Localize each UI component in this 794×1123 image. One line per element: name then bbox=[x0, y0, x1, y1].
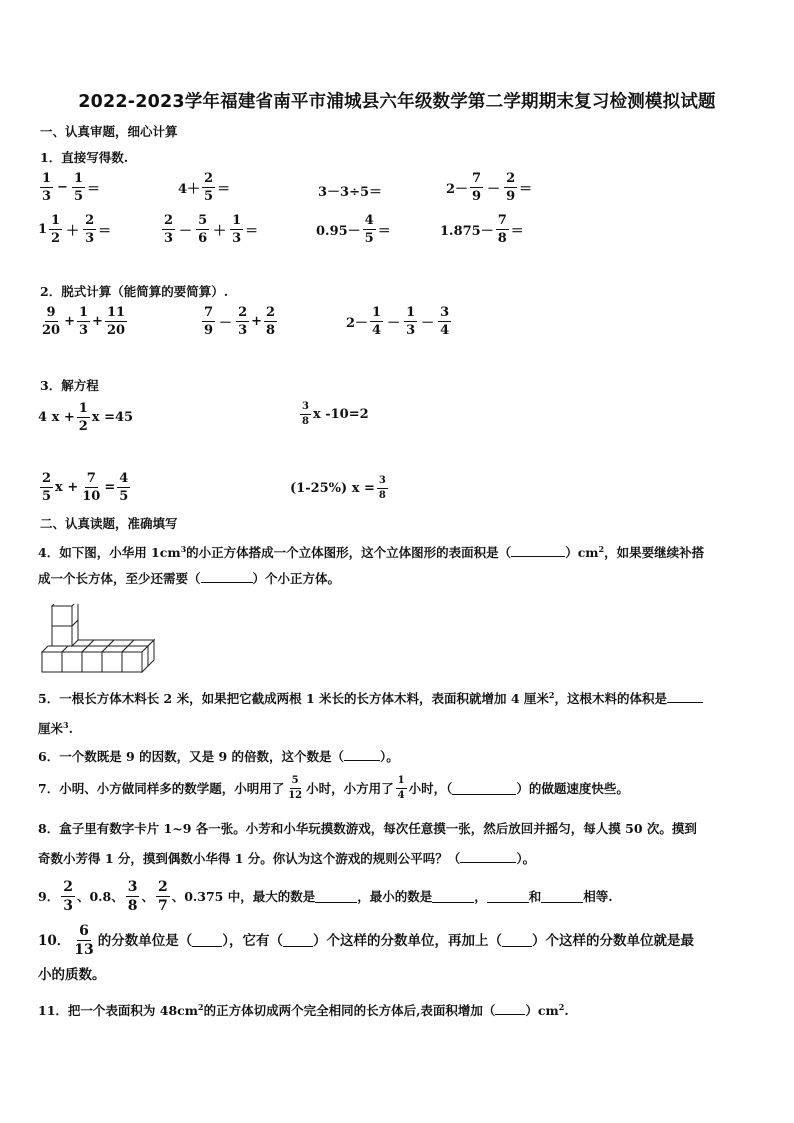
cube-face bbox=[52, 626, 72, 646]
q8-line-2: 奇数小芳得 1 分，摸到偶数小华得 1 分。你认为这个游戏的规则公平吗？（ ）。 bbox=[38, 851, 536, 866]
answer-blank[interactable] bbox=[315, 890, 357, 903]
q1-r1c4: 2－ $\frac{7}{9}$ － $\frac{2}{9}$ ＝ bbox=[446, 171, 533, 204]
fraction: $\frac{1}{3}$ bbox=[232, 213, 242, 246]
fraction: $\frac{3}{8}$ bbox=[302, 401, 309, 427]
q4-line-1: 4．如下图，小华用 $1cm^3$的小正方体搭成一个立体图形，这个立体图形的表面积是（ ）$cm^2$，如果要继续补搭 bbox=[38, 544, 705, 561]
answer-blank[interactable] bbox=[502, 934, 532, 947]
fraction: $\frac{1}{5}$ bbox=[73, 171, 83, 204]
cube-face bbox=[102, 652, 122, 672]
fraction: $\frac{2}{5}$ bbox=[204, 171, 214, 204]
fraction: $\frac{3}{8}$ bbox=[378, 475, 386, 501]
section-2-heading: 二、认真读题，准确填写 bbox=[40, 516, 178, 531]
q2-label: 2．脱式计算（能简算的要简算）. bbox=[40, 284, 229, 299]
q3-e3: $\frac{2}{5}$ x + $\frac{7}{10}$ = $\frac{4}{5}$ bbox=[42, 471, 129, 504]
fraction: $\frac{2}{3}$ bbox=[63, 879, 73, 914]
fraction: $\frac{4}{5}$ bbox=[364, 213, 374, 246]
fraction: $\frac{7}{10}$ bbox=[82, 471, 101, 504]
cube-face bbox=[122, 652, 142, 672]
fraction: $\frac{2}{3}$ bbox=[85, 213, 95, 246]
fraction: $\frac{1}{3}$ bbox=[406, 305, 416, 338]
q3-e1: 4 x + $\frac{1}{2}$ x =45 bbox=[38, 401, 134, 434]
q1-r2c3: 0.95－ $\frac{4}{5}$ ＝ bbox=[316, 213, 391, 246]
answer-blank[interactable] bbox=[432, 890, 474, 903]
q2-e3: 2－ $\frac{1}{4}$ － $\frac{1}{3}$ － $\frac{3}{4}$ bbox=[346, 305, 450, 338]
q5-line-1: 5．一根长方体木料长 2 米，如果把它截成两根 1 米长的长方体木料，表面积就增加 4 厘米$^2$，这根木料的体积是 bbox=[38, 684, 703, 710]
answer-blank[interactable] bbox=[460, 850, 516, 863]
cube-face bbox=[82, 652, 102, 672]
answer-blank[interactable] bbox=[511, 544, 565, 557]
fraction: $\frac{1}{3}$ bbox=[42, 171, 52, 204]
fraction: $\frac{6}{13}$ bbox=[74, 923, 94, 958]
q8-line-1: 8．盒子里有数字卡片 1~9 各一张。小芳和小华玩摸数游戏，每次任意摸一张，然后放回并摇匀，每人摸 50 次。摸到 bbox=[38, 821, 697, 836]
q3-e4: (1-25%) x = $\frac{3}{8}$ bbox=[290, 475, 386, 501]
answer-blank[interactable] bbox=[192, 934, 222, 947]
fraction: $\frac{7}{8}$ bbox=[497, 213, 507, 246]
answer-blank[interactable] bbox=[495, 1002, 525, 1015]
fraction: $\frac{2}{9}$ bbox=[506, 171, 516, 204]
q1-r2c1: 1 $\frac{1}{2}$ ＋ $\frac{2}{3}$ ＝ bbox=[38, 213, 112, 246]
fraction: $\frac{1}{4}$ bbox=[397, 775, 405, 801]
cube-face bbox=[52, 606, 72, 626]
answer-blank[interactable] bbox=[487, 890, 529, 903]
q1-r1c1: $\frac{1}{3}$ − $\frac{1}{5}$ ＝ bbox=[42, 171, 101, 204]
answer-blank[interactable] bbox=[344, 748, 380, 761]
cube-figure bbox=[40, 604, 160, 674]
q7: 7．小明、小方做同样多的数学题，小明用了 $\frac{5}{12}$ 小时，小方用了 $\frac{1}{4}$ 小时，（ ）的做题速度快些。 bbox=[38, 775, 629, 801]
fraction: $\frac{4}{5}$ bbox=[119, 471, 129, 504]
answer-blank[interactable] bbox=[201, 570, 253, 583]
answer-blank[interactable] bbox=[283, 934, 313, 947]
fraction: $\frac{1}{3}$ bbox=[79, 305, 89, 338]
cube-face bbox=[62, 652, 82, 672]
answer-blank[interactable] bbox=[452, 782, 516, 795]
fraction: $\frac{1}{2}$ bbox=[51, 213, 61, 246]
q3-e2: $\frac{3}{8}$ x -10=2 bbox=[302, 401, 369, 427]
q1-label: 1．直接写得数. bbox=[40, 150, 129, 165]
page-title: 2022-2023学年福建省南平市浦城县六年级数学第二学期期末复习检测模拟试题 bbox=[78, 92, 716, 112]
q2-e2: $\frac{7}{9}$ － $\frac{2}{3}$ + $\frac{2}{8}$ bbox=[204, 305, 276, 338]
fraction: $\frac{1}{2}$ bbox=[78, 401, 88, 434]
fraction: $\frac{2}{3}$ bbox=[164, 213, 174, 246]
q1-r2c4: 1.875－ $\frac{7}{8}$ ＝ bbox=[440, 213, 524, 246]
section-1-heading: 一、认真审题，细心计算 bbox=[40, 124, 178, 139]
q9: 9． $\frac{2}{3}$ 、0.8、 $\frac{3}{8}$ 、 $\frac{2}{7}$ 、0.375 中，最大的数是 ，最小的数是 ， 和 相等. bbox=[38, 879, 613, 914]
cube-face bbox=[42, 652, 62, 672]
answer-blank[interactable] bbox=[541, 890, 583, 903]
q10-line-1: 10． $\frac{6}{13}$ 的分数单位是（ ），它有（ ）个这样的分数单位，再加上（ ）个这样的分数单位就是最 bbox=[38, 923, 695, 958]
q4-line-2: 成一个长方体，至少还需要（ ）个小正方体。 bbox=[38, 571, 341, 586]
fraction: $\frac{2}{8}$ bbox=[266, 305, 276, 338]
q2-e1: $\frac{9}{20}$ + $\frac{1}{3}$ + $\frac{11}{20}$ bbox=[42, 305, 126, 338]
fraction: $\frac{7}{9}$ bbox=[204, 305, 214, 338]
q10-line-2: 小的质数。 bbox=[38, 967, 106, 983]
q5-line-2: 厘米$^3$. bbox=[38, 720, 73, 737]
q1-r1c2: 4＋ $\frac{2}{5}$ ＝ bbox=[178, 171, 231, 204]
fraction: $\frac{5}{6}$ bbox=[198, 213, 208, 246]
fraction: $\frac{9}{20}$ bbox=[42, 305, 61, 338]
q6: 6．一个数既是 9 的因数，又是 9 的倍数，这个数是（ ）。 bbox=[38, 749, 399, 764]
fraction: $\frac{3}{8}$ bbox=[127, 879, 138, 914]
q11: 11．把一个表面积为 $48cm^2$的正方体切成两个完全相同的长方体后,表面积增加（ ）$cm^2$. bbox=[38, 1002, 569, 1019]
fraction: $\frac{5}{12}$ bbox=[288, 775, 303, 801]
fraction: $\frac{2}{7}$ bbox=[157, 879, 168, 914]
fraction: $\frac{7}{9}$ bbox=[472, 171, 482, 204]
fraction: $\frac{1}{4}$ bbox=[372, 305, 382, 338]
q1-r1c3: 3－3÷5＝ bbox=[318, 185, 383, 200]
fraction: $\frac{11}{20}$ bbox=[106, 305, 126, 338]
answer-blank[interactable] bbox=[667, 690, 703, 703]
fraction: $\frac{2}{5}$ bbox=[42, 471, 52, 504]
q3-label: 3．解方程 bbox=[40, 378, 99, 393]
fraction: $\frac{2}{3}$ bbox=[238, 305, 248, 338]
fraction: $\frac{3}{4}$ bbox=[440, 305, 450, 338]
q1-r2c2: $\frac{2}{3}$ － $\frac{5}{6}$ ＋ $\frac{1}{3}$ ＝ bbox=[164, 213, 259, 246]
